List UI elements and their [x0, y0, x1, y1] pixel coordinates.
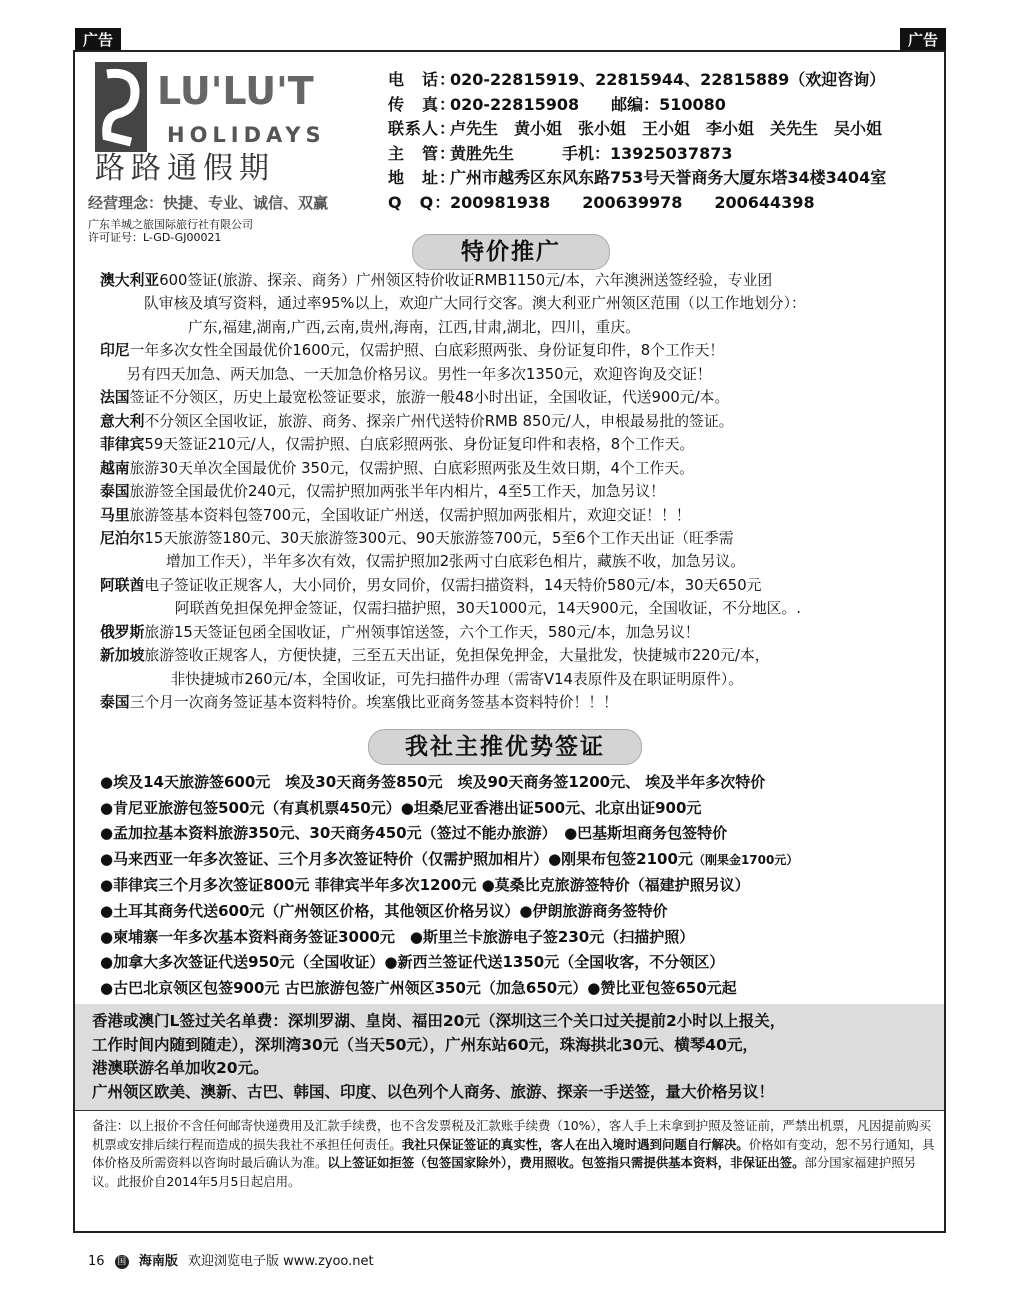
- website-text: 欢迎浏览电子版 www.zyoo.net: [187, 1254, 374, 1269]
- featured-visa-item: ●肯尼亚旅游包签500元（有真机票450元）●坦桑尼亚香港出证500元、北京出证900元: [100, 798, 702, 817]
- hk-macau-line: 港澳联游名单加收20元。: [92, 1059, 269, 1078]
- special-text: 旅游15天签证包函全国收证，广州领事馆送签，六个工作天，580元/本，加急另议！: [144, 623, 700, 641]
- special-line: [100, 433, 930, 456]
- special-country: 澳大利亚: [100, 272, 160, 289]
- special-line: [100, 386, 930, 409]
- contact-value: 卢先生 黄小姐 张小姐 王小姐 李小姐 关先生 吴小姐: [450, 119, 883, 139]
- special-country: 阿联酋: [100, 576, 145, 594]
- featured-visa-item: ●菲律宾三个月多次签证800元 菲律宾半年多次1200元 ●莫桑比克旅游签特价（福建护照另议）: [100, 876, 750, 895]
- featured-visa-item: ●加拿大多次签证代送950元（全国收证）●新西兰签证代送1350元（全国收客，不分领区）: [100, 953, 725, 972]
- contact-value: 广州市越秀区东风东路753号天誉商务大厦东塔34楼3404室: [450, 168, 887, 188]
- company-name: 广东羊城之旅国际旅行社有限公司: [88, 218, 253, 231]
- page-number: 16: [88, 1254, 105, 1269]
- featured-visa-item: ●古巴北京领区包签900元 古巴旅游包签广州领区350元（加急650元）●赞比亚包签650元起: [100, 978, 737, 997]
- special-country: 新加坡: [100, 647, 145, 665]
- featured-visa-text: ●马来西亚一年多次签证、三个月多次签证特价（仅需护照加相片）●刚果布包签2100元: [100, 849, 693, 868]
- contact-block: [388, 68, 886, 216]
- special-country: 尼泊尔: [100, 529, 145, 547]
- special-text: 不分领区全国收证，旅游、商务、探亲广州代送特价RMB 850元/人，申根最易批的签证。: [144, 412, 734, 430]
- logo-text: LU'LU'T: [157, 69, 314, 113]
- brand-philosophy: 经营理念：快捷、专业、诚信、双赢: [88, 194, 329, 212]
- featured-visa-item: ●孟加拉基本资料旅游350元、30天商务450元（签过不能办旅游） ●巴基斯坦商务包签特价: [100, 824, 728, 843]
- lulut-logo-icon: [95, 62, 385, 192]
- special-line: [100, 597, 930, 620]
- page-footer: [88, 1250, 374, 1269]
- remark-segment: 以上签证如拒签（包签国家除外），费用照收。包签指只需提供基本资料，非保证出签。: [327, 1155, 805, 1170]
- contact-label: 主 管：: [388, 143, 457, 163]
- contact-row: [388, 68, 886, 93]
- featured-visa-list: [100, 770, 798, 1001]
- specials-list: [100, 269, 930, 715]
- remark-segment: 部分国家福建护照另议。此报价自2014年5月5日起启用。: [92, 1155, 916, 1189]
- special-text: 15天旅游签180元、30天旅游签300元、90天旅游签700元，5至6个工作天出证（旺季需: [144, 529, 734, 547]
- contact-label: Q Q：: [388, 192, 452, 212]
- featured-visa-item: [100, 847, 798, 874]
- special-country: 泰国: [100, 694, 130, 712]
- special-text: 阿联酋免担保免押金签证，仅需扫描护照，30天1000元，14天900元，全国收证，不分地区。.: [174, 600, 801, 618]
- remarks: [92, 1117, 937, 1191]
- hk-macau-text: [92, 1010, 940, 1104]
- special-line: [100, 668, 930, 691]
- special-line: [100, 574, 930, 597]
- special-country: 越南: [100, 459, 130, 477]
- section-title-specials: 特价推广: [412, 234, 610, 270]
- contact-row: [388, 117, 886, 142]
- logo-sub: HOLIDAYS: [167, 123, 326, 147]
- contact-value: 020-22815908 邮编：510080: [450, 94, 726, 114]
- special-text: 签证不分领区，历史上最宽松签证要求，旅游一般48小时出证，全国收证，代送900元/本。: [129, 389, 730, 407]
- special-text: 增加工作天），半年多次有效，仅需护照加2张两寸白底彩色相片，藏族不收，加急另议。: [166, 553, 746, 571]
- edition-icon: 国: [115, 1255, 129, 1269]
- special-line: [100, 480, 930, 503]
- contact-label: 地 址：: [388, 168, 457, 188]
- special-line: [100, 504, 930, 527]
- contact-value: 020-22815919、22815944、22815889（欢迎咨询）: [450, 70, 886, 89]
- contact-row: [388, 142, 886, 167]
- section-title-featured: 我社主推优势签证: [368, 729, 642, 765]
- contact-label: 联系人：: [388, 119, 457, 139]
- ad-label-left: 广告: [75, 28, 121, 52]
- special-line: [100, 339, 930, 362]
- special-line: [100, 457, 930, 480]
- remark-segment: 价格如有变动，恕不另行通知，具体价格及所需资料以咨询时最后确认为准。: [92, 1136, 935, 1170]
- edition-name: 海南版: [138, 1254, 178, 1269]
- special-text: 队审核及填写资料，通过率95%以上，欢迎广大同行交客。澳大利亚广州领区范围（以工作地划分）：: [144, 295, 806, 313]
- contact-row: [388, 166, 886, 191]
- featured-visa-item: ●柬埔寨一年多次基本资料商务签证3000元 ●斯里兰卡旅游电子签230元（扫描护照）: [100, 927, 695, 946]
- contact-value: 黄胜先生 手机：13925037873: [450, 143, 733, 163]
- special-country: 菲律宾: [100, 436, 145, 454]
- contact-row: [388, 93, 886, 118]
- special-text: 广东,福建,湖南,广西,云南,贵州,海南，江西,甘肃,湖北，四川，重庆。: [188, 318, 640, 336]
- contact-value: 200981938 200639978 200644398: [450, 192, 815, 212]
- special-text: 旅游签收正规客人，方便快捷，三至五天出证，免担保免押金，大量批发，快捷城市220元/本，: [144, 647, 770, 665]
- hk-macau-line: 广州领区欧美、澳新、古巴、韩国、印度、以色列个人商务、旅游、探亲一手送签，量大价格另议！: [92, 1082, 775, 1101]
- special-line: [100, 550, 930, 573]
- special-text: 59天签证210元/人，仅需护照、白底彩照两张、身份证复印件和表格，8个工作天。: [144, 436, 695, 454]
- contact-label: 传 真：: [388, 94, 457, 114]
- special-line: [100, 410, 930, 433]
- special-text: 另有四天加急、两天加急、一天加急价格另议。男性一年多次1350元，欢迎咨询及交证！: [126, 365, 712, 383]
- special-line: [100, 363, 930, 386]
- special-line: [100, 269, 930, 292]
- special-line: [100, 527, 930, 550]
- divider: [75, 1110, 944, 1111]
- special-line: [100, 292, 930, 315]
- license-number: 许可证号：L-GD-GJ00021: [88, 231, 222, 244]
- brand-name: 路路通假期: [95, 151, 275, 186]
- special-country: 法国: [100, 389, 130, 407]
- special-text: 旅游签全国最优价240元，仅需护照加两张半年内相片，4至5工作天，加急另议！: [129, 483, 665, 501]
- company-info: [88, 218, 253, 244]
- special-line: [100, 621, 930, 644]
- special-text: 旅游30天单次全国最优价 350元，仅需护照、白底彩照两张及生效日期，4个工作天。: [129, 459, 694, 477]
- special-line: [100, 644, 930, 667]
- special-country: 马里: [100, 506, 130, 524]
- contact-row: [388, 191, 886, 216]
- special-text: 旅游签基本资料包签700元，全国收证广州送，仅需护照加两张相片，欢迎交证！！！: [129, 506, 691, 524]
- special-country: 俄罗斯: [100, 623, 145, 641]
- special-text: 非快捷城市260元/本，全国收证，可先扫描件办理（需寄V14表原件及在职证明原件）。: [170, 670, 744, 688]
- featured-visa-item: ●土耳其商务代送600元（广州领区价格，其他领区价格另议）●伊朗旅游商务签特价: [100, 901, 668, 920]
- hk-macau-line: 工作时间内随到随走），深圳湾30元（当天50元），广州东站60元，珠海拱北30元、横琴40元，: [92, 1035, 758, 1054]
- special-country: 意大利: [100, 412, 145, 430]
- special-country: 印尼: [100, 342, 130, 360]
- remark-segment: 我社只保证签证的真实性，客人在出入境时遇到问题自行解决。: [401, 1136, 749, 1152]
- special-text: 一年多次女性全国最优价1600元，仅需护照、白底彩照两张、身份证复印件，8个工作天！: [129, 342, 725, 360]
- special-text: 600签证(旅游、探亲、商务）广州领区特价收证RMB1150元/本，六年澳洲送签经验，专业团: [159, 272, 773, 289]
- special-line: [100, 316, 930, 339]
- ad-label-right: 广告: [900, 28, 946, 52]
- special-line: [100, 691, 930, 714]
- special-text: 三个月一次商务签证基本资料特价。埃塞俄比亚商务签基本资料特价！！！: [129, 694, 618, 712]
- contact-label: 电 话：: [388, 70, 457, 89]
- special-country: 泰国: [100, 483, 130, 501]
- brand-logo: [95, 62, 385, 192]
- special-text: 电子签证收正规客人，大小同价，男女同价，仅需扫描资料，14天特价580元/本，30天650元: [144, 576, 762, 594]
- congo-deposit: （刚果金1700元）: [692, 852, 799, 867]
- remark-segment: 备注：以上报价不含任何邮寄快递费用及汇款手续费，也不含发票税及汇款账手续费（10%），客人手上未拿到护照及签证前，严禁出机票，凡因提前购买机票或安排后续行程而造成的损失我社不承担任何责任。: [92, 1118, 932, 1152]
- hk-macau-line: 香港或澳门L签过关名单费：深圳罗湖、皇岗、福田20元（深圳这三个关口过关提前2小时以上报关，: [92, 1012, 786, 1030]
- featured-visa-item: ●埃及14天旅游签600元 埃及30天商务签850元 埃及90天商务签1200元、 埃及半年多次特价: [100, 773, 766, 791]
